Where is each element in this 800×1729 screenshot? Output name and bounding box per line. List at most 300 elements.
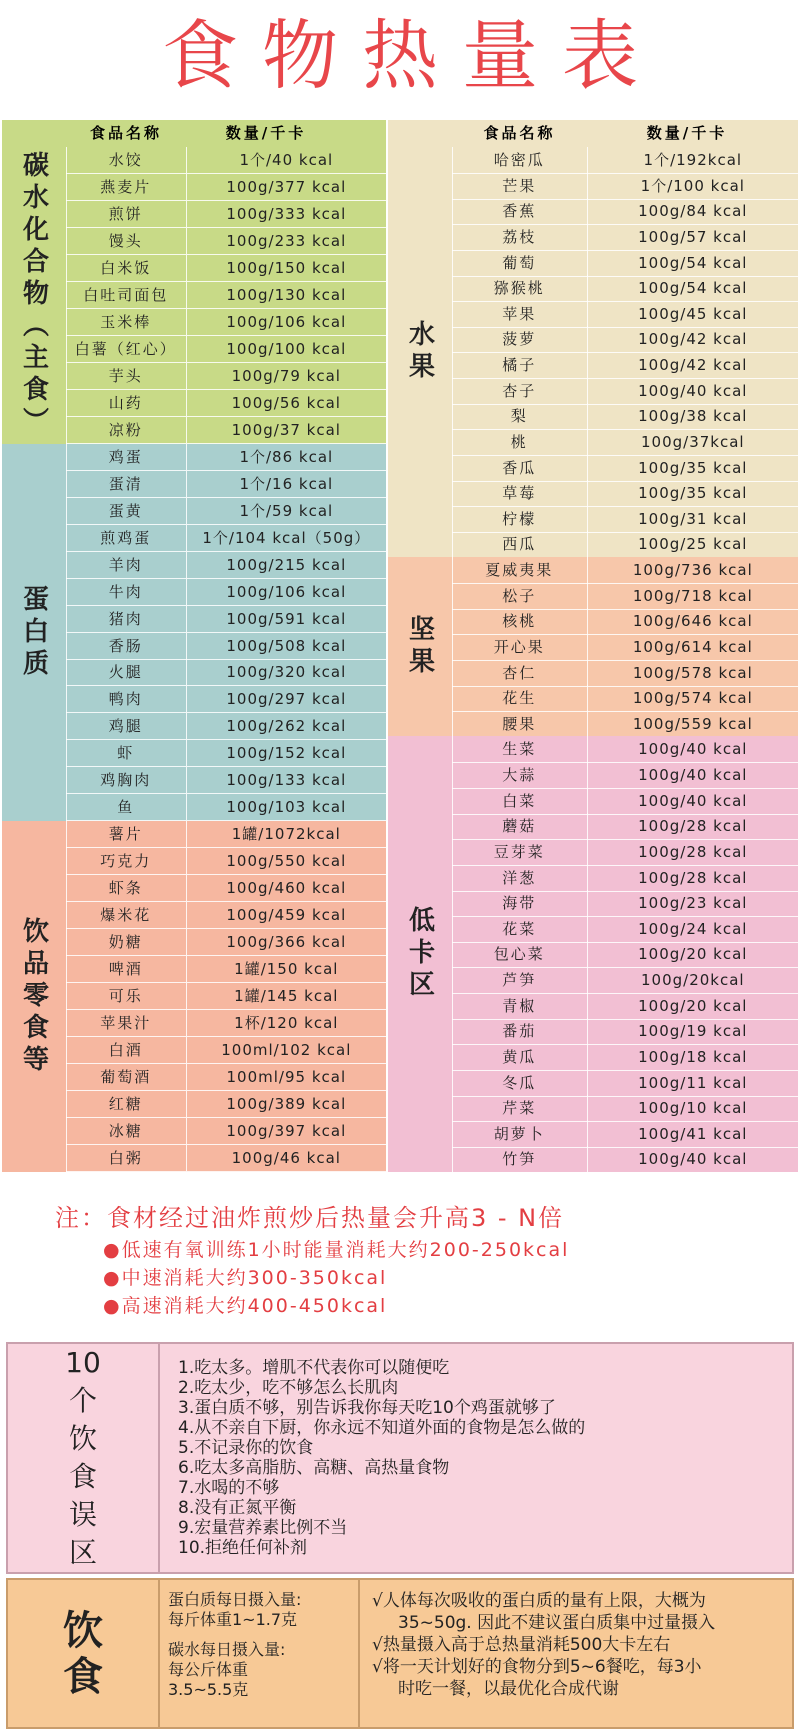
table-header-right bbox=[388, 120, 798, 147]
table-row bbox=[66, 1064, 386, 1091]
table-row bbox=[66, 417, 386, 444]
food-calories: 100g/45 kcal bbox=[638, 304, 748, 323]
food-name: 开心果 bbox=[452, 634, 588, 660]
notes-section bbox=[55, 1200, 775, 1320]
table-row bbox=[452, 1121, 798, 1148]
table-row bbox=[452, 1095, 798, 1122]
food-name: 芋头 bbox=[66, 363, 187, 389]
food-name: 鸡腿 bbox=[66, 713, 187, 739]
food-name: 爆米花 bbox=[66, 902, 187, 928]
myth-item: 6.吃太多高脂肪、高糖、高热量食物 bbox=[178, 1458, 450, 1478]
myth-item: 5.不记录你的饮食 bbox=[178, 1438, 314, 1458]
myth-item: 10.拒绝任何补剂 bbox=[178, 1538, 308, 1558]
table-row bbox=[66, 498, 386, 525]
food-name: 香肠 bbox=[66, 633, 187, 659]
food-name: 薯片 bbox=[66, 821, 187, 847]
table-row bbox=[66, 740, 386, 767]
table-row bbox=[452, 480, 798, 507]
food-name: 西瓜 bbox=[452, 531, 588, 557]
table-row bbox=[66, 1091, 386, 1118]
table-row bbox=[452, 762, 798, 789]
category-label bbox=[2, 444, 67, 822]
food-calories: 100g/591 kcal bbox=[226, 609, 347, 628]
table-row bbox=[66, 686, 386, 713]
food-calories: 100g/42 kcal bbox=[638, 356, 748, 374]
myths-title bbox=[8, 1344, 160, 1572]
tip-line: 35~50g. 因此不建议蛋白质集中过量摄入 bbox=[398, 1613, 716, 1633]
diet-myths-box bbox=[6, 1342, 794, 1574]
food-calories: 1个/100 kcal bbox=[640, 176, 745, 195]
table-row bbox=[452, 634, 798, 661]
table-row bbox=[452, 608, 798, 635]
category-group bbox=[2, 444, 386, 822]
table-row bbox=[66, 633, 386, 660]
category-label-text: 低卡区 bbox=[404, 906, 435, 1003]
table-row bbox=[452, 326, 798, 353]
food-calories: 1罐/145 kcal bbox=[234, 987, 339, 1006]
food-name: 杏子 bbox=[452, 378, 588, 404]
table-row bbox=[452, 301, 798, 328]
food-calories: 100g/297 kcal bbox=[226, 690, 347, 709]
food-name: 煎鸡蛋 bbox=[66, 525, 187, 551]
food-calories: 100g/106 kcal bbox=[226, 582, 347, 601]
table-row bbox=[452, 275, 798, 302]
table-row bbox=[452, 660, 798, 687]
food-name: 生菜 bbox=[452, 736, 588, 762]
food-name: 哈密瓜 bbox=[452, 147, 588, 173]
food-calories: 100g/25 kcal bbox=[638, 535, 748, 554]
food-name: 白薯（红心） bbox=[66, 336, 187, 362]
diet-title-char: 食 bbox=[63, 1653, 103, 1700]
myth-item: 7.水喝的不够 bbox=[178, 1478, 280, 1498]
food-name: 山药 bbox=[66, 390, 187, 416]
table-row bbox=[66, 767, 386, 794]
food-calories: 100g/614 kcal bbox=[632, 637, 753, 656]
table-row bbox=[452, 839, 798, 866]
table-row bbox=[452, 557, 798, 584]
food-name: 葡萄酒 bbox=[66, 1064, 187, 1090]
table-row bbox=[452, 865, 798, 892]
myth-item: 9.宏量营养素比例不当 bbox=[178, 1518, 348, 1538]
food-name: 蘑菇 bbox=[452, 813, 588, 839]
table-row bbox=[66, 147, 386, 174]
food-calories: 100g/20kcal bbox=[641, 971, 745, 989]
table-row bbox=[66, 336, 386, 363]
food-name: 苹果汁 bbox=[66, 1010, 187, 1036]
food-calories: 100g/56 kcal bbox=[231, 393, 341, 412]
food-calories: 100g/100 kcal bbox=[226, 339, 347, 358]
table-row bbox=[66, 201, 386, 228]
food-calories: 100g/28 kcal bbox=[638, 842, 748, 861]
table-row bbox=[66, 1118, 386, 1145]
table-row bbox=[66, 174, 386, 201]
food-calories: 100g/79 kcal bbox=[231, 366, 341, 385]
table-row bbox=[66, 821, 386, 848]
food-calories: 100g/11 kcal bbox=[638, 1073, 748, 1092]
food-calories: 1罐/1072kcal bbox=[231, 825, 341, 844]
food-name: 煎饼 bbox=[66, 201, 187, 227]
food-name: 香瓜 bbox=[452, 455, 588, 481]
table-row bbox=[452, 711, 798, 738]
food-name: 番茄 bbox=[452, 1018, 588, 1044]
table-row bbox=[452, 352, 798, 379]
food-calories: 100g/736 kcal bbox=[632, 561, 753, 579]
food-calories: 1个/16 kcal bbox=[239, 474, 334, 493]
food-name: 竹笋 bbox=[452, 1146, 588, 1172]
table-row bbox=[452, 941, 798, 968]
food-calories: 100g/40 kcal bbox=[638, 740, 748, 759]
protein-value: 每斤体重1~1.7克 bbox=[168, 1610, 298, 1629]
food-name: 馒头 bbox=[66, 228, 187, 254]
food-name: 虾 bbox=[66, 740, 187, 766]
table-row bbox=[66, 983, 386, 1010]
food-calories: 100g/54 kcal bbox=[638, 253, 748, 272]
myth-item: 2.吃太少，吃不够怎么长肌肉 bbox=[178, 1378, 399, 1398]
food-calories: 100g/152 kcal bbox=[226, 744, 347, 763]
food-calories: 100g/28 kcal bbox=[638, 868, 748, 887]
food-calories: 100g/40 kcal bbox=[638, 1150, 748, 1169]
food-calories: 100g/320 kcal bbox=[226, 663, 347, 682]
food-calories: 100g/84 kcal bbox=[638, 202, 748, 221]
food-calories: 100g/19 kcal bbox=[638, 1022, 748, 1041]
food-calories: 100g/103 kcal bbox=[226, 798, 347, 817]
food-name: 巧克力 bbox=[66, 848, 187, 874]
food-name: 葡萄 bbox=[452, 250, 588, 276]
table-row bbox=[452, 813, 798, 840]
table-row bbox=[452, 685, 798, 712]
food-name: 芦笋 bbox=[452, 967, 588, 993]
food-calories: 1杯/120 kcal bbox=[234, 1014, 339, 1033]
category-label bbox=[388, 557, 453, 736]
food-calories: 100g/40 kcal bbox=[638, 381, 748, 400]
table-row bbox=[66, 579, 386, 606]
note-line: ●中速消耗大约300-350kcal bbox=[103, 1267, 388, 1289]
food-name: 水饺 bbox=[66, 147, 187, 173]
table-row bbox=[66, 929, 386, 956]
food-name: 腰果 bbox=[452, 711, 588, 737]
page-title: 食物热量表 bbox=[162, 11, 662, 100]
food-name: 黄瓜 bbox=[452, 1044, 588, 1070]
food-calories: 1个/86 kcal bbox=[239, 447, 334, 466]
food-name: 奶糖 bbox=[66, 929, 187, 955]
table-row bbox=[452, 1146, 798, 1173]
food-calories: 100g/133 kcal bbox=[226, 771, 347, 790]
table-row bbox=[66, 713, 386, 740]
food-calories: 100g/150 kcal bbox=[226, 258, 347, 277]
food-name: 鸭肉 bbox=[66, 686, 187, 712]
food-name: 包心菜 bbox=[452, 941, 588, 967]
food-name: 梨 bbox=[452, 403, 588, 429]
food-calories: 100g/57 kcal bbox=[638, 227, 748, 246]
food-name: 鸡胸肉 bbox=[66, 767, 187, 793]
food-name: 芒果 bbox=[452, 173, 588, 199]
food-name: 白米饭 bbox=[66, 255, 187, 281]
food-calories: 100g/366 kcal bbox=[226, 933, 347, 952]
table-row bbox=[66, 1145, 386, 1172]
table-row bbox=[66, 228, 386, 255]
table-row bbox=[452, 1070, 798, 1097]
food-calories: 100g/130 kcal bbox=[226, 285, 347, 304]
table-row bbox=[66, 606, 386, 633]
food-name: 花生 bbox=[452, 685, 588, 711]
food-name: 白粥 bbox=[66, 1145, 187, 1171]
food-calories: 100g/559 kcal bbox=[632, 714, 753, 733]
food-name: 草莓 bbox=[452, 480, 588, 506]
food-calories: 100g/37 kcal bbox=[231, 420, 341, 439]
table-row bbox=[66, 255, 386, 282]
food-calories: 100g/42 kcal bbox=[638, 330, 748, 349]
table-row bbox=[452, 1018, 798, 1045]
table-row bbox=[452, 506, 798, 533]
table-row bbox=[452, 788, 798, 815]
category-label bbox=[2, 147, 67, 444]
food-calories: 100g/646 kcal bbox=[632, 612, 753, 631]
myths-title-char: 误 bbox=[68, 1498, 97, 1531]
myth-item: 8.没有正氮平衡 bbox=[178, 1498, 297, 1518]
table-row bbox=[452, 403, 798, 430]
table-row bbox=[66, 363, 386, 390]
category-group bbox=[2, 147, 386, 444]
food-calories: 100g/20 kcal bbox=[638, 996, 748, 1015]
header-name-label: 食品名称 bbox=[89, 124, 162, 142]
food-name: 杏仁 bbox=[452, 660, 588, 686]
food-name: 苹果 bbox=[452, 301, 588, 327]
tip-line: 时吃一餐，以最优化合成代谢 bbox=[398, 1679, 619, 1699]
food-calories: 100g/40 kcal bbox=[638, 791, 748, 810]
category-group bbox=[388, 557, 798, 736]
myths-list bbox=[178, 1358, 778, 1558]
carb-value: 3.5~5.5克 bbox=[168, 1680, 249, 1699]
food-name: 冰糖 bbox=[66, 1118, 187, 1144]
food-name: 荔枝 bbox=[452, 224, 588, 250]
food-calories: 100g/397 kcal bbox=[226, 1122, 347, 1141]
food-name: 鱼 bbox=[66, 794, 187, 820]
food-calories: 100g/38 kcal bbox=[638, 407, 748, 426]
table-row bbox=[452, 967, 798, 994]
food-name: 可乐 bbox=[66, 983, 187, 1009]
table-row bbox=[452, 1044, 798, 1071]
food-calories: 1个/192kcal bbox=[643, 151, 743, 169]
myth-item: 4.从不亲自下厨，你永远不知道外面的食物是怎么做的 bbox=[178, 1418, 586, 1438]
category-label-text: 饮品零食等 bbox=[18, 916, 49, 1077]
food-calories: 100g/578 kcal bbox=[632, 663, 753, 682]
food-name: 香蕉 bbox=[452, 198, 588, 224]
food-calories: 100g/35 kcal bbox=[638, 484, 748, 503]
table-row bbox=[66, 309, 386, 336]
table-row bbox=[66, 956, 386, 983]
food-calories: 100g/31 kcal bbox=[638, 509, 748, 528]
food-name: 蛋黄 bbox=[66, 498, 187, 524]
intake-guide bbox=[168, 1590, 358, 1700]
food-name: 牛肉 bbox=[66, 579, 187, 605]
table-header-left bbox=[2, 120, 386, 147]
table-row bbox=[66, 282, 386, 309]
food-name: 花菜 bbox=[452, 916, 588, 942]
food-name: 燕麦片 bbox=[66, 174, 187, 200]
myths-title-char: 饮 bbox=[68, 1422, 97, 1455]
table-row bbox=[452, 455, 798, 482]
carb-label: 碳水每日摄入量: bbox=[168, 1640, 286, 1659]
category-group bbox=[2, 821, 386, 1172]
myths-title-char: 个 bbox=[68, 1384, 97, 1417]
note-line: ●低速有氧训练1小时能量消耗大约200-250kcal bbox=[103, 1239, 570, 1261]
food-name: 芹菜 bbox=[452, 1095, 588, 1121]
food-name: 胡萝卜 bbox=[452, 1121, 588, 1147]
table-row bbox=[66, 1010, 386, 1037]
food-calories: 100g/20 kcal bbox=[638, 945, 748, 964]
food-name: 橘子 bbox=[452, 352, 588, 378]
diet-tips bbox=[372, 1590, 787, 1700]
note-main: 注：食材经过油炸煎炒后热量会升高3 - N倍 bbox=[55, 1204, 565, 1232]
table-row bbox=[452, 429, 798, 456]
food-calories: 100ml/95 kcal bbox=[226, 1068, 347, 1087]
category-label bbox=[388, 147, 453, 557]
table-row bbox=[452, 198, 798, 225]
table-row bbox=[66, 848, 386, 875]
note-line: ●高速消耗大约400-450kcal bbox=[103, 1295, 388, 1317]
table-row bbox=[66, 1037, 386, 1064]
table-row bbox=[452, 583, 798, 610]
category-label-text: 碳水化合物（主食） bbox=[18, 151, 49, 440]
food-name: 洋葱 bbox=[452, 865, 588, 891]
header-cal-label: 数量/千卡 bbox=[646, 124, 728, 142]
table-row bbox=[452, 378, 798, 405]
myths-title-char: 区 bbox=[68, 1536, 97, 1569]
food-calories: 100g/460 kcal bbox=[226, 879, 347, 898]
calorie-table bbox=[2, 120, 798, 1172]
myths-title-char: 食 bbox=[68, 1460, 97, 1493]
food-name: 冬瓜 bbox=[452, 1070, 588, 1096]
food-calories: 100g/10 kcal bbox=[638, 1099, 748, 1118]
food-calories: 100g/35 kcal bbox=[638, 458, 748, 477]
table-row bbox=[452, 173, 798, 200]
header-cal-label: 数量/千卡 bbox=[225, 124, 307, 142]
food-calories: 100g/28 kcal bbox=[638, 817, 748, 836]
food-calories: 100g/550 kcal bbox=[226, 852, 347, 871]
food-calories: 100g/215 kcal bbox=[226, 555, 347, 574]
food-calories: 100g/508 kcal bbox=[226, 636, 347, 655]
table-row bbox=[452, 531, 798, 558]
calorie-table-right bbox=[388, 120, 798, 1172]
food-name: 白吐司面包 bbox=[66, 282, 187, 308]
food-name: 桃 bbox=[452, 429, 588, 455]
food-name: 夏威夷果 bbox=[452, 557, 588, 583]
food-name: 柠檬 bbox=[452, 506, 588, 532]
tip-line: √将一天计划好的食物分到5~6餐吃，每3小 bbox=[372, 1657, 702, 1677]
food-calories: 100g/106 kcal bbox=[226, 312, 347, 331]
food-calories: 100ml/102 kcal bbox=[221, 1041, 352, 1060]
food-name: 猕猴桃 bbox=[452, 275, 588, 301]
category-label-text: 蛋白质 bbox=[18, 584, 49, 681]
tip-line: √人体每次吸收的蛋白质的量有上限，大概为 bbox=[372, 1591, 706, 1611]
table-row bbox=[452, 224, 798, 251]
table-row bbox=[66, 525, 386, 552]
food-name: 玉米棒 bbox=[66, 309, 187, 335]
food-name: 菠萝 bbox=[452, 326, 588, 352]
divider bbox=[358, 1580, 360, 1727]
category-label bbox=[2, 821, 67, 1172]
table-row bbox=[452, 890, 798, 917]
carb-value: 每公斤体重 bbox=[168, 1660, 249, 1679]
food-calories: 100g/46 kcal bbox=[231, 1149, 341, 1167]
food-calories: 100g/37kcal bbox=[641, 432, 745, 451]
table-row bbox=[66, 659, 386, 686]
food-calories: 100g/262 kcal bbox=[226, 717, 347, 736]
food-name: 豆芽菜 bbox=[452, 839, 588, 865]
table-row bbox=[452, 993, 798, 1020]
food-name: 白酒 bbox=[66, 1037, 187, 1063]
category-group bbox=[388, 736, 798, 1172]
food-calories: 100g/40 kcal bbox=[638, 766, 748, 784]
food-name: 火腿 bbox=[66, 659, 187, 685]
table-row bbox=[66, 471, 386, 498]
table-row bbox=[452, 250, 798, 277]
table-row bbox=[66, 794, 386, 821]
food-calories: 100g/41 kcal bbox=[638, 1124, 748, 1143]
food-name: 红糖 bbox=[66, 1091, 187, 1117]
food-calories: 100g/233 kcal bbox=[226, 231, 347, 250]
table-row bbox=[452, 916, 798, 943]
food-calories: 1罐/150 kcal bbox=[234, 960, 339, 979]
food-calories: 100g/24 kcal bbox=[638, 919, 748, 938]
diet-box bbox=[6, 1578, 794, 1729]
protein-label: 蛋白质每日摄入量: bbox=[168, 1590, 302, 1609]
food-name: 大蒜 bbox=[452, 762, 588, 788]
myth-item: 3.蛋白质不够，别告诉我你每天吃10个鸡蛋就够了 bbox=[178, 1398, 556, 1418]
food-name: 白菜 bbox=[452, 788, 588, 814]
food-calories: 1个/40 kcal bbox=[239, 151, 334, 169]
category-label bbox=[388, 736, 453, 1172]
table-row bbox=[66, 902, 386, 929]
food-name: 羊肉 bbox=[66, 552, 187, 578]
category-group bbox=[388, 147, 798, 557]
table-row bbox=[452, 147, 798, 174]
food-calories: 100g/718 kcal bbox=[632, 586, 753, 605]
diet-title bbox=[8, 1580, 160, 1727]
food-name: 鸡蛋 bbox=[66, 444, 187, 470]
diet-title-char: 饮 bbox=[63, 1607, 103, 1654]
food-calories: 100g/389 kcal bbox=[226, 1095, 347, 1114]
food-calories: 100g/459 kcal bbox=[226, 906, 347, 925]
tip-line: √热量摄入高于总热量消耗500大卡左右 bbox=[372, 1635, 671, 1655]
table-row bbox=[66, 875, 386, 902]
food-name: 猪肉 bbox=[66, 606, 187, 632]
food-name: 凉粉 bbox=[66, 417, 187, 443]
table-row bbox=[66, 390, 386, 417]
category-label-text: 坚果 bbox=[404, 614, 435, 679]
food-calories: 100g/23 kcal bbox=[638, 894, 748, 913]
food-name: 松子 bbox=[452, 583, 588, 609]
food-calories: 100g/574 kcal bbox=[632, 689, 753, 708]
food-name: 青椒 bbox=[452, 993, 588, 1019]
header-name-label: 食品名称 bbox=[483, 124, 556, 142]
table-row bbox=[66, 444, 386, 471]
calorie-table-left bbox=[2, 120, 386, 1172]
table-row bbox=[452, 736, 798, 763]
food-name: 核桃 bbox=[452, 608, 588, 634]
myth-item: 1.吃太多。增肌不代表你可以随便吃 bbox=[178, 1358, 450, 1378]
food-name: 蛋清 bbox=[66, 471, 187, 497]
food-calories: 100g/377 kcal bbox=[226, 177, 347, 196]
food-name: 啤酒 bbox=[66, 956, 187, 982]
category-label-text: 水果 bbox=[404, 320, 435, 384]
food-calories: 100g/18 kcal bbox=[638, 1047, 748, 1066]
table-row bbox=[66, 552, 386, 579]
food-name: 虾条 bbox=[66, 875, 187, 901]
myths-title-char: 10 bbox=[65, 1346, 101, 1379]
food-calories: 100g/54 kcal bbox=[638, 279, 748, 298]
food-calories: 1个/59 kcal bbox=[239, 501, 334, 520]
